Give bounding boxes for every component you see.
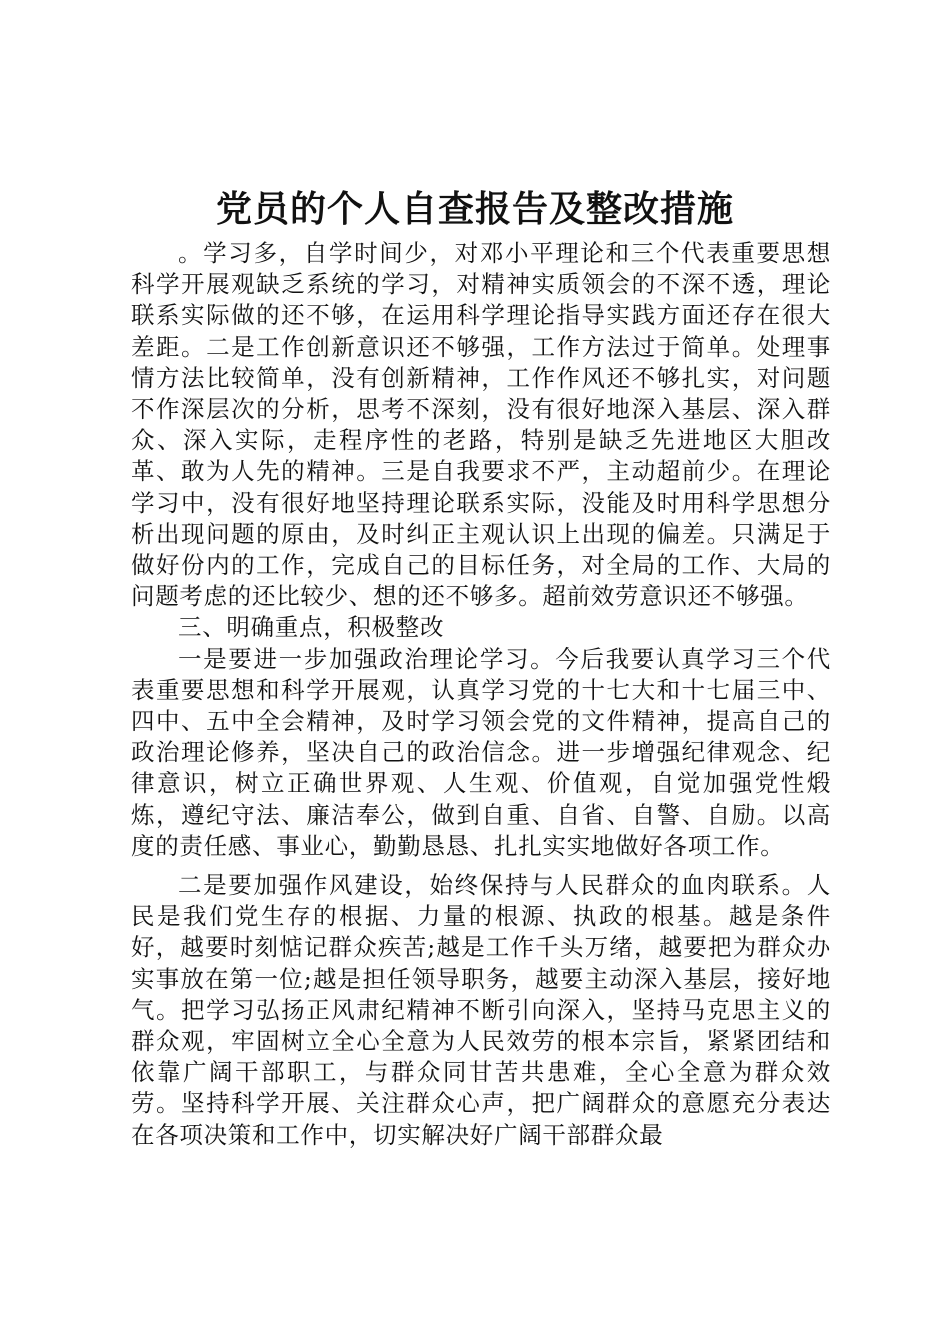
paragraph-work-style: 二是要加强作风建设，始终保持与人民群众的血肉联系。人民是我们党生存的根据、力量的根源、执政的根基。越是条件好，越要时刻惦记群众疾苦;越是工作千头万绪，越要把为群众办实事放在第一位;越是担任领导职务，越要主动深入基层，接好地气。把学习弘扬正风肃纪精神不断引向深入，坚持马克思主义的群众观，牢固树立全心全意为人民效劳的根本宗旨，紧紧团结和依靠广阔干部职工，与群众同甘苦共患难，全心全意为群众效劳。坚持科学开展、关注群众心声，把广阔群众的意愿充分表达在各项决策和工作中，切实解决好广阔干部群众最 (131, 871, 831, 1149)
section-heading-rectification: 三、明确重点，积极整改 (178, 613, 445, 642)
paragraph-theory-study: 一是要进一步加强政治理论学习。今后我要认真学习三个代表重要思想和科学开展观，认真学习党的十七大和十七届三中、四中、五中全会精神，及时学习领会党的文件精神，提高自己的政治理论修养，坚决自己的政治信念。进一步增强纪律观念、纪律意识，树立正确世界观、人生观、价值观，自觉加强党性煅炼，遵纪守法、廉洁奉公，做到自重、自省、自警、自励。以高度的责任感、事业心，勤勤恳恳、扎扎实实地做好各项工作。 (131, 644, 831, 860)
paragraph-self-check-issues: 。学习多，自学时间少，对邓小平理论和三个代表重要思想科学开展观缺乏系统的学习，对精神实质领会的不深不透，理论联系实际做的还不够，在运用科学理论指导实践方面还存在很大差距。二是工作创新意识还不够强，工作方法过于简单。处理事情方法比较简单，没有创新精神，工作作风还不够扎实，对问题不作深层次的分析，思考不深刻，没有很好地深入基层、深入群众、深入实际，走程序性的老路，特别是缺乏先进地区大胆改革、敢为人先的精神。三是自我要求不严，主动超前少。在理论学习中，没有很好地坚持理论联系实际，没能及时用科学思想分析出现问题的原由，及时纠正主观认识上出现的偏差。只满足于做好份内的工作，完成自己的目标任务，对全局的工作、大局的问题考虑的还比较少、想的还不够多。超前效劳意识还不够强。 (131, 239, 831, 611)
document-title: 党员的个人自查报告及整改措施 (215, 188, 734, 230)
document-body (131, 238, 831, 1151)
